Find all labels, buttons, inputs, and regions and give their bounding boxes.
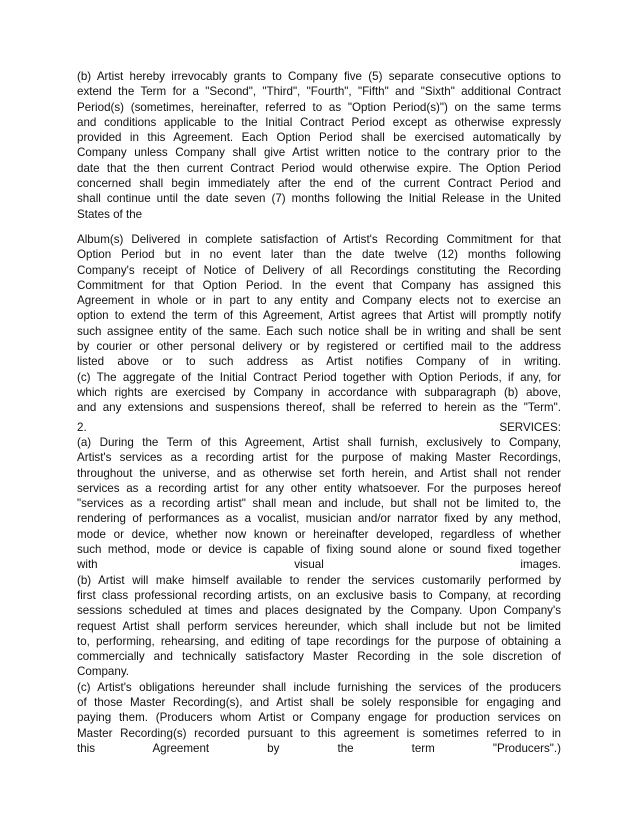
text-line: (a) During the Term of this Agreement, Artist shall furnish, exclusively to Company, [77, 436, 561, 449]
text-line: Company's receipt of Notice of Delivery of all Recordings constituting the Recording [77, 263, 561, 277]
text-line: (b) Artist hereby irrevocably grants to Company five (5) separate consecutive options to [77, 70, 561, 83]
text-line: Artist's services as a recording artist for the purpose of making Master Recordings, [77, 451, 561, 465]
text-line: such method, mode or device is capable of fixing sound alone or sound fixed together [77, 543, 561, 557]
section-title: SERVICES: [499, 421, 561, 434]
text-line: and conditions applicable to the Initial Contract Period except as otherwise expressly [77, 115, 561, 129]
text-line: States of the [77, 207, 143, 221]
text-line: provided in this Agreement. Each Option Period shall be exercised automatically by [77, 131, 561, 145]
text-line: concerned shall begin immediately after the end of the current Contract Period and [77, 177, 561, 191]
text-line: option to extend the term of this Agreement, Artist agrees that Artist will promptly notify [77, 309, 561, 323]
text-line: and any extensions and suspensions thereof, shall be referred to herein as the "Term". [77, 401, 561, 415]
album-delivery-paragraph [77, 232, 561, 416]
section-heading [77, 420, 561, 435]
text-line: Company. [77, 665, 129, 679]
text-line: rendering of performances as a vocalist, musician and/or narrator fixed by any method, [77, 512, 561, 526]
text-line: Agreement in whole or in part to any entity and Company elects not to exercise an [77, 294, 561, 308]
text-line: Company unless Company shall give Artist written notice to the contrary prior to the [77, 146, 561, 160]
text-line: sessions scheduled at times and places designated by the Company. Upon Company's [77, 604, 561, 618]
text-line: which rights are exercised by Company in accordance with subparagraph (b) above, [77, 385, 561, 399]
text-line: mode or device, whether now known or hereinafter developed, regardless of whether [77, 527, 561, 541]
text-line: Album(s) Delivered in complete satisfaction of Artist's Recording Commitment for that [77, 233, 561, 246]
text-line: date that the then current Contract Period would otherwise expire. The Option Period [77, 161, 561, 175]
text-line: Option Period but in no event later than the date twelve (12) months following [77, 248, 561, 262]
section-number: 2. [77, 421, 87, 434]
text-line: request Artist shall perform services hereunder, which shall include but not be limited [77, 619, 561, 633]
text-line: paying them. (Producers whom Artist or Company engage for production services on [77, 711, 561, 725]
text-line: with visual images. [77, 558, 561, 572]
option-periods-paragraph [77, 69, 561, 222]
text-line: shall continue until the date seven (7) months following the Initial Release in the United [77, 192, 561, 206]
text-line: Master Recording(s) recorded pursuant to this agreement is sometimes referred to in [77, 726, 561, 740]
services-paragraph [77, 435, 561, 756]
text-line: (c) The aggregate of the Initial Contract Period together with Option Periods, if any, for [77, 370, 561, 384]
text-line: (b) Artist will make himself available to render the services customarily performed by [77, 573, 561, 587]
text-line: this Agreement by the term "Producers".) [77, 741, 561, 755]
text-line: Commitment for that Option Period. In the event that Company has assigned this [77, 278, 561, 292]
text-line: by courier or other personal delivery or by registered or certified mail to the address [77, 340, 561, 354]
text-line: to, performing, rehearsing, and editing of tape recordings for the purpose of obtaining a [77, 634, 561, 648]
text-line: of those Master Recording(s), and Artist shall be solely responsible for engaging and [77, 696, 561, 710]
text-line: throughout the universe, and as otherwise set forth herein, and Artist shall not render [77, 466, 561, 480]
text-line: "services as a recording artist" shall mean and include, but shall not be limited to, the [77, 497, 561, 511]
text-line: extend the Term for a "Second", "Third", "Fourth", "Fifth" and "Sixth" additional Contract [77, 85, 561, 99]
text-line: (c) Artist's obligations hereunder shall include furnishing the services of the producers [77, 680, 561, 694]
text-line: Period(s) (sometimes, hereinafter, referred to as "Option Period(s)") on the same terms [77, 100, 561, 114]
text-line: such assignee entity of the same. Each such notice shall be in writing and shall be sent [77, 324, 561, 338]
text-line: first class professional recording artists, on an exclusive basis to Company, at recording [77, 588, 561, 602]
text-line: listed above or to such address as Artist notifies Company of in writing. [77, 355, 561, 369]
text-line: services as a recording artist for any other entity whatsoever. For the purposes hereof [77, 481, 561, 495]
text-line: commercially and technically satisfactory Master Recording in the sole discretion of [77, 650, 561, 664]
